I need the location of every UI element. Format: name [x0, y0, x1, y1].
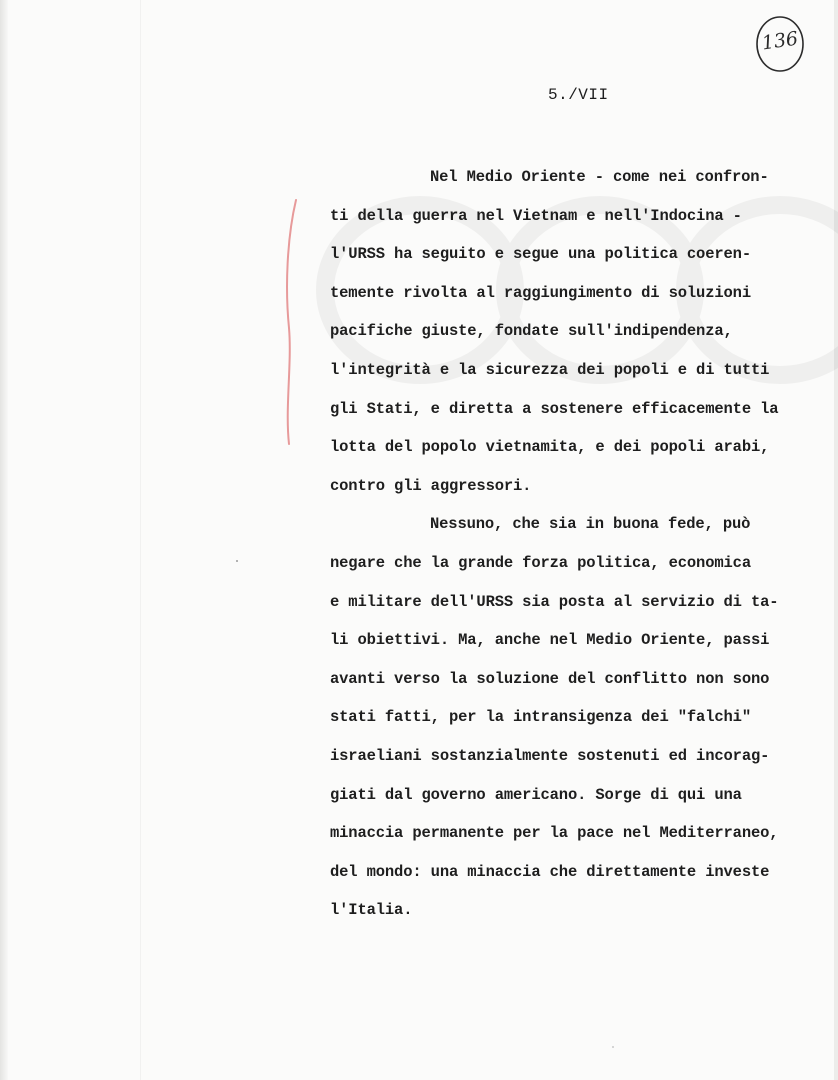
- text-line: contro gli aggressori.: [330, 476, 532, 495]
- paper-speck: [236, 560, 238, 562]
- text-line: lotta del popolo vietnamita, e dei popoli arabi,: [330, 438, 770, 457]
- text-line: avanti verso la soluzione del conflitto non sono: [330, 669, 770, 688]
- text-line: e militare dell'URSS sia posta al servizio di ta-: [330, 592, 779, 611]
- text-line: stati fatti, per la intransigenza dei "falchi": [330, 708, 751, 727]
- text-line: gli Stati, e diretta a sostenere efficacemente la: [330, 399, 779, 418]
- text-line: Nessuno, che sia in buona fede, può: [430, 515, 751, 534]
- body-text: [330, 158, 830, 930]
- text-line: negare che la grande forza politica, economica: [330, 553, 751, 572]
- section-header: 5./VII: [548, 86, 609, 104]
- paper-speck: [612, 1046, 614, 1048]
- text-line: temente rivolta al raggiungimento di soluzioni: [330, 283, 751, 302]
- text-line: pacifiche giuste, fondate sull'indipendenza,: [330, 322, 733, 341]
- text-line: l'Italia.: [330, 901, 413, 920]
- margin-pencil-mark: [283, 198, 299, 446]
- text-line: giati dal governo americano. Sorge di qui una: [330, 785, 742, 804]
- text-line: ti della guerra nel Vietnam e nell'Indocina -: [330, 206, 742, 225]
- stamp-number: 136: [760, 27, 800, 55]
- text-line: del mondo: una minaccia che direttamente investe: [330, 862, 770, 881]
- paper-fold: [140, 0, 141, 1080]
- text-line: li obiettivi. Ma, anche nel Medio Oriente, passi: [330, 631, 770, 650]
- text-line: l'integrità e la sicurezza dei popoli e di tutti: [330, 360, 770, 379]
- text-line: Nel Medio Oriente - come nei confron-: [430, 168, 769, 186]
- text-line: l'URSS ha seguito e segue una politica coeren-: [330, 245, 751, 264]
- page-number-stamp: [754, 14, 806, 74]
- text-line: israeliani sostanzialmente sostenuti ed incorag-: [330, 746, 770, 765]
- text-line: minaccia permanente per la pace nel Mediterraneo,: [330, 824, 779, 843]
- page-edge-shadow: [0, 0, 8, 1080]
- page-edge-right: [834, 0, 838, 1080]
